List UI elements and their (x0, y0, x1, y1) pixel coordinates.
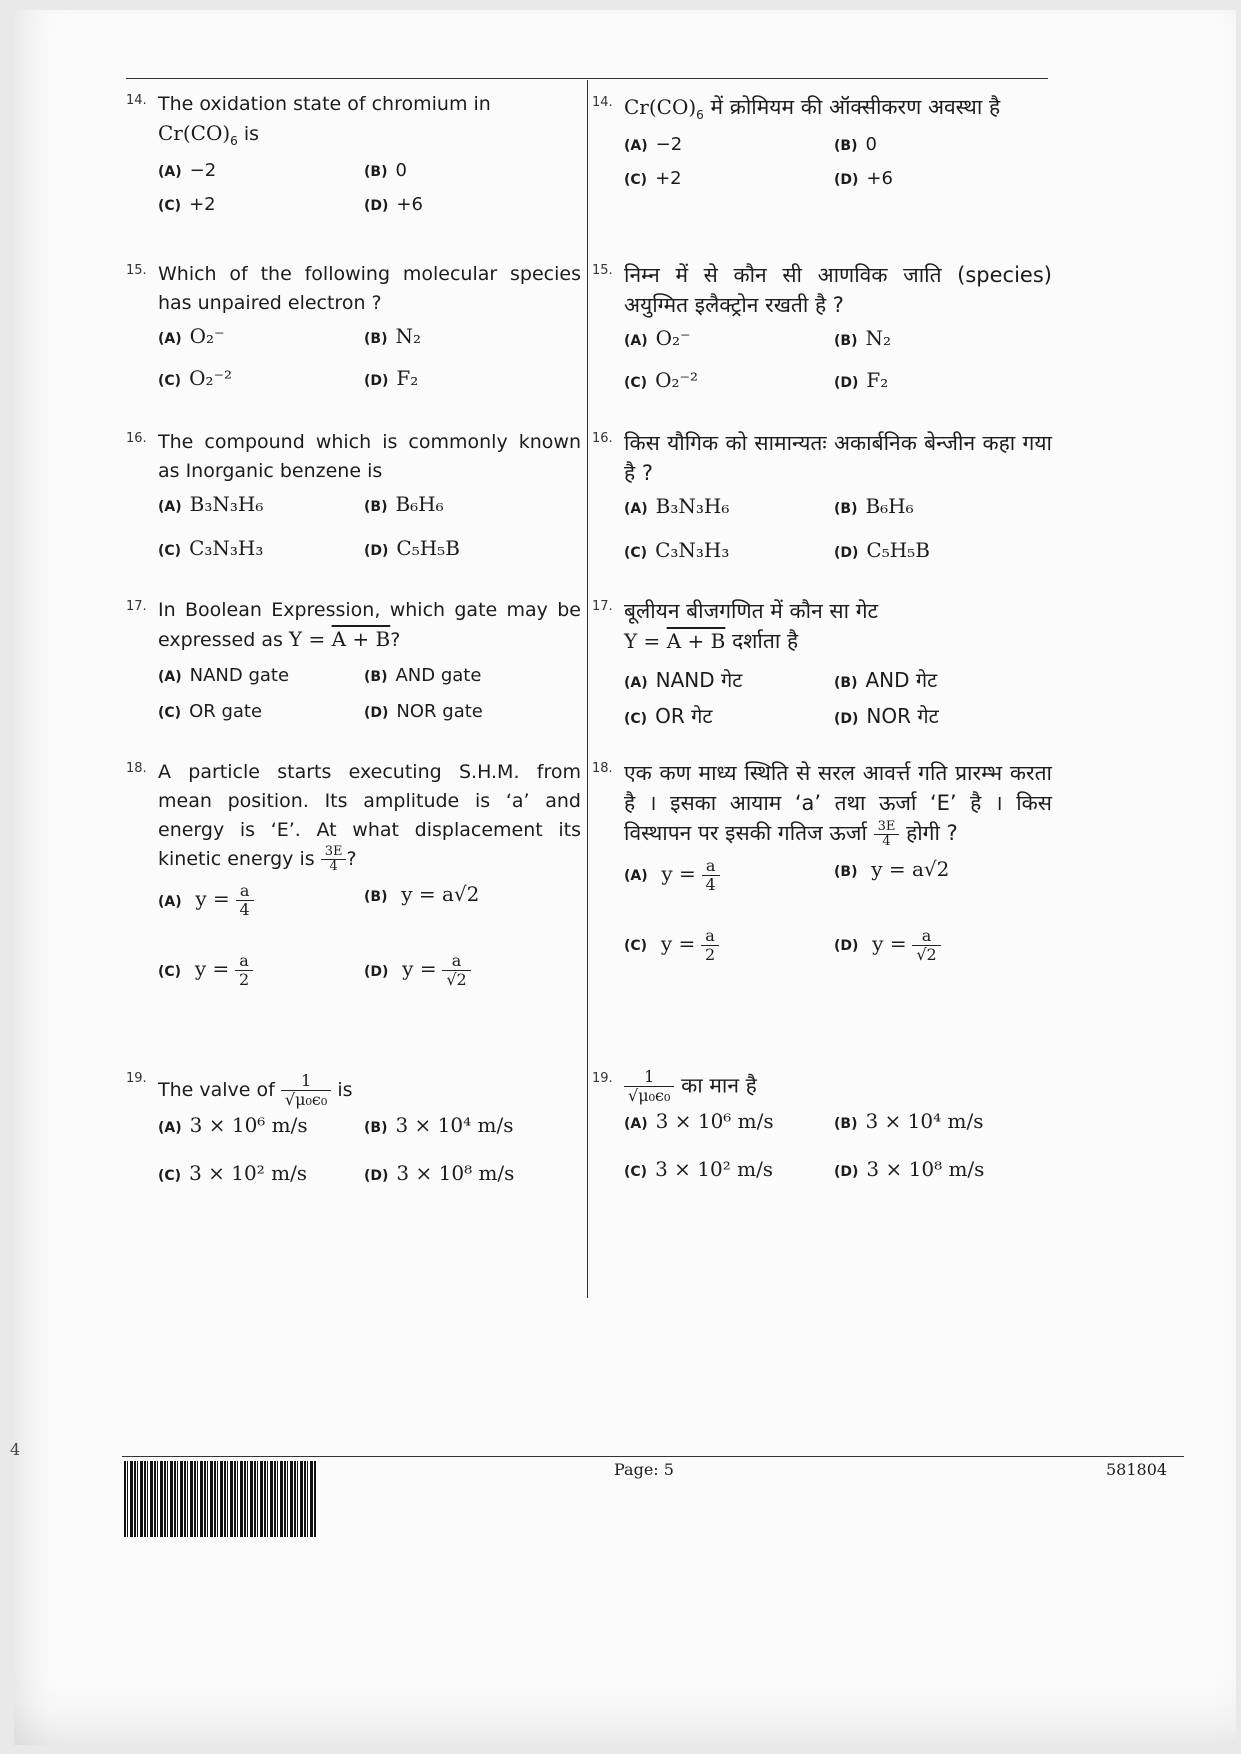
options (624, 1109, 1052, 1189)
question-text: किस यौगिक को सामान्यतः अकार्बनिक बेन्जीन कहा गया है ? (624, 431, 1052, 485)
question-text: $Cr(CO)_6$ में क्रोमियम की ऑक्सीकरण अवस्था है (624, 95, 1001, 123)
option-a: (A) NAND गेट (624, 668, 743, 692)
options (624, 492, 1052, 572)
option-d: (D) +6 (834, 168, 893, 190)
option-c: (C) OR गेट (624, 704, 713, 728)
option-c: (C) C₃N₃H₃ (624, 538, 730, 562)
question-number: 18. (126, 761, 147, 776)
question-number: 16. (126, 431, 147, 446)
options (158, 878, 581, 1028)
options (158, 160, 581, 230)
option-a: (A) 3 × 10⁶ m/s (624, 1109, 774, 1133)
question-text: The valve of $\frac{1}{\text{√μ₀ϵ₀}}$ is (158, 1071, 353, 1109)
options (158, 1113, 581, 1193)
question-15-hi (592, 260, 1052, 404)
option-a: (A) NAND gate (158, 665, 290, 686)
option-d: (D) F₂ (834, 368, 889, 392)
question-text: Which of the following molecular species has unpaired electron ? (158, 263, 581, 314)
mu-epsilon-fraction: $\frac{1}{\text{√μ₀ϵ₀}}$ (281, 1072, 331, 1109)
question-number: 19. (126, 1071, 147, 1086)
question-number: 17. (592, 599, 613, 614)
option-c: (C) O₂⁻² (624, 368, 699, 392)
options (624, 324, 1052, 404)
question-number: 18. (592, 761, 613, 776)
question-16-hi (592, 428, 1052, 572)
question-text: $\frac{1}{\text{√μ₀ϵ₀}}$ का मान है (624, 1068, 1052, 1105)
question-text: एक कण माध्य स्थिति से सरल आवर्त्त गति प्रारम्भ करता है । इसका आयाम ‘a’ तथा ऊर्जा ‘E’ है । किस विस्थापन पर इसकी गतिज ऊर्जा $\frac{3E}{4}$ होगी ? (624, 761, 1052, 849)
option-a: (A) B₃N₃H₆ (624, 494, 730, 518)
option-c: (C) y = $\frac{a}{2}$ (158, 952, 253, 989)
option-c: (C) +2 (624, 168, 682, 190)
margin-mark: 4 (10, 1440, 21, 1459)
question-text: निम्न में से कौन सी आणविक जाति (species) अयुग्मित इलैक्ट्रोन रखती है ? (624, 263, 1052, 317)
question-18-hi (592, 758, 1052, 1003)
mu-epsilon-fraction: $\frac{1}{\text{√μ₀ϵ₀}}$ (624, 1068, 674, 1105)
question-19-en (126, 1068, 581, 1193)
option-c: (C) 3 × 10² m/s (158, 1161, 308, 1185)
options (624, 660, 1052, 732)
option-d: (D) +6 (364, 193, 423, 215)
option-b: (B) 0 (834, 134, 877, 156)
question-17-hi (592, 596, 1052, 732)
option-c: (C) O₂⁻² (158, 366, 233, 390)
question-text: A particle starts executing S.H.M. from mean position. Its amplitude is ‘a’ and energy is ‘E’. At what displacement its kinetic energy is $\frac{3E}{4}$ ? (158, 761, 581, 874)
option-d: (D) y = $\frac{a}{√2}$ (834, 927, 941, 964)
options (158, 490, 581, 570)
option-d: (D) C₅H₅B (834, 538, 930, 562)
option-d: (D) C₅H₅B (364, 536, 460, 560)
option-c: (C) 3 × 10² m/s (624, 1157, 774, 1181)
option-b: (B) y = a√2 (364, 882, 480, 906)
question-text: बूलीयन बीजगणित में कौन सा गेट Y = A + B दर्शाता है (624, 599, 879, 653)
option-b: (B) 0 (364, 159, 407, 181)
question-14-hi (592, 92, 1052, 204)
option-d: (D) NOR गेट (834, 704, 939, 728)
question-17-en (126, 596, 581, 731)
question-number: 19. (592, 1071, 613, 1086)
question-15-en (126, 260, 581, 402)
question-19-hi (592, 1068, 1052, 1189)
option-d: (D) F₂ (364, 366, 419, 390)
options (158, 659, 581, 731)
option-c: (C) y = $\frac{a}{2}$ (624, 927, 719, 964)
option-d: (D) y = $\frac{a}{√2}$ (364, 952, 471, 989)
column-divider (587, 80, 588, 1298)
option-d: (D) NOR gate (364, 701, 483, 722)
option-a: (A) −2 (158, 159, 217, 181)
question-14-en (126, 90, 581, 230)
barcode (124, 1461, 316, 1537)
option-a: (A) B₃N₃H₆ (158, 492, 264, 516)
footer-rule (122, 1456, 1184, 1457)
option-c: (C) C₃N₃H₃ (158, 536, 264, 560)
option-a: (A) 3 × 10⁶ m/s (158, 1113, 308, 1137)
option-b: (B) N₂ (364, 324, 421, 348)
question-text: The compound which is commonly known as Inorganic benzene is (158, 431, 581, 482)
question-text: In Boolean Expression, which gate may be expressed as Y = A + B? (158, 599, 581, 651)
question-number: 14. (592, 95, 613, 110)
option-a: (A) −2 (624, 134, 683, 156)
options (624, 134, 1052, 204)
ke-fraction: $\frac{3E}{4}$ (874, 820, 900, 849)
option-b: (B) N₂ (834, 326, 891, 350)
question-number: 16. (592, 431, 613, 446)
ke-fraction: $\frac{3E}{4}$ (321, 845, 347, 874)
option-b: (B) 3 × 10⁴ m/s (834, 1109, 984, 1133)
option-b: (B) B₆H₆ (834, 494, 914, 518)
question-number: 15. (126, 263, 147, 278)
option-c: (C) +2 (158, 193, 216, 215)
exam-sheet (14, 10, 1236, 1745)
option-b: (B) B₆H₆ (364, 492, 444, 516)
option-a: (A) y = $\frac{a}{4}$ (158, 882, 254, 919)
options (158, 322, 581, 402)
question-18-en (126, 758, 581, 1028)
option-b: (B) 3 × 10⁴ m/s (364, 1113, 514, 1137)
paper-code: 581804 (1106, 1460, 1168, 1479)
option-a: (A) O₂⁻ (158, 324, 225, 348)
question-16-en (126, 428, 581, 570)
question-number: 14. (126, 93, 147, 108)
option-b: (B) y = a√2 (834, 856, 950, 881)
option-a: (A) y = $\frac{a}{4}$ (624, 857, 720, 894)
question-text: The oxidation state of chromium in $Cr(CO)_6$ is (158, 93, 491, 148)
page-number: Page: 5 (614, 1460, 674, 1479)
option-d: (D) 3 × 10⁸ m/s (364, 1161, 515, 1185)
option-c: (C) OR gate (158, 701, 263, 722)
top-rule (126, 78, 1048, 79)
question-number: 17. (126, 599, 147, 614)
option-b: (B) AND गेट (834, 668, 938, 692)
option-d: (D) 3 × 10⁸ m/s (834, 1157, 985, 1181)
question-number: 15. (592, 263, 613, 278)
options (624, 853, 1052, 1003)
option-a: (A) O₂⁻ (624, 326, 691, 350)
option-b: (B) AND gate (364, 665, 482, 686)
